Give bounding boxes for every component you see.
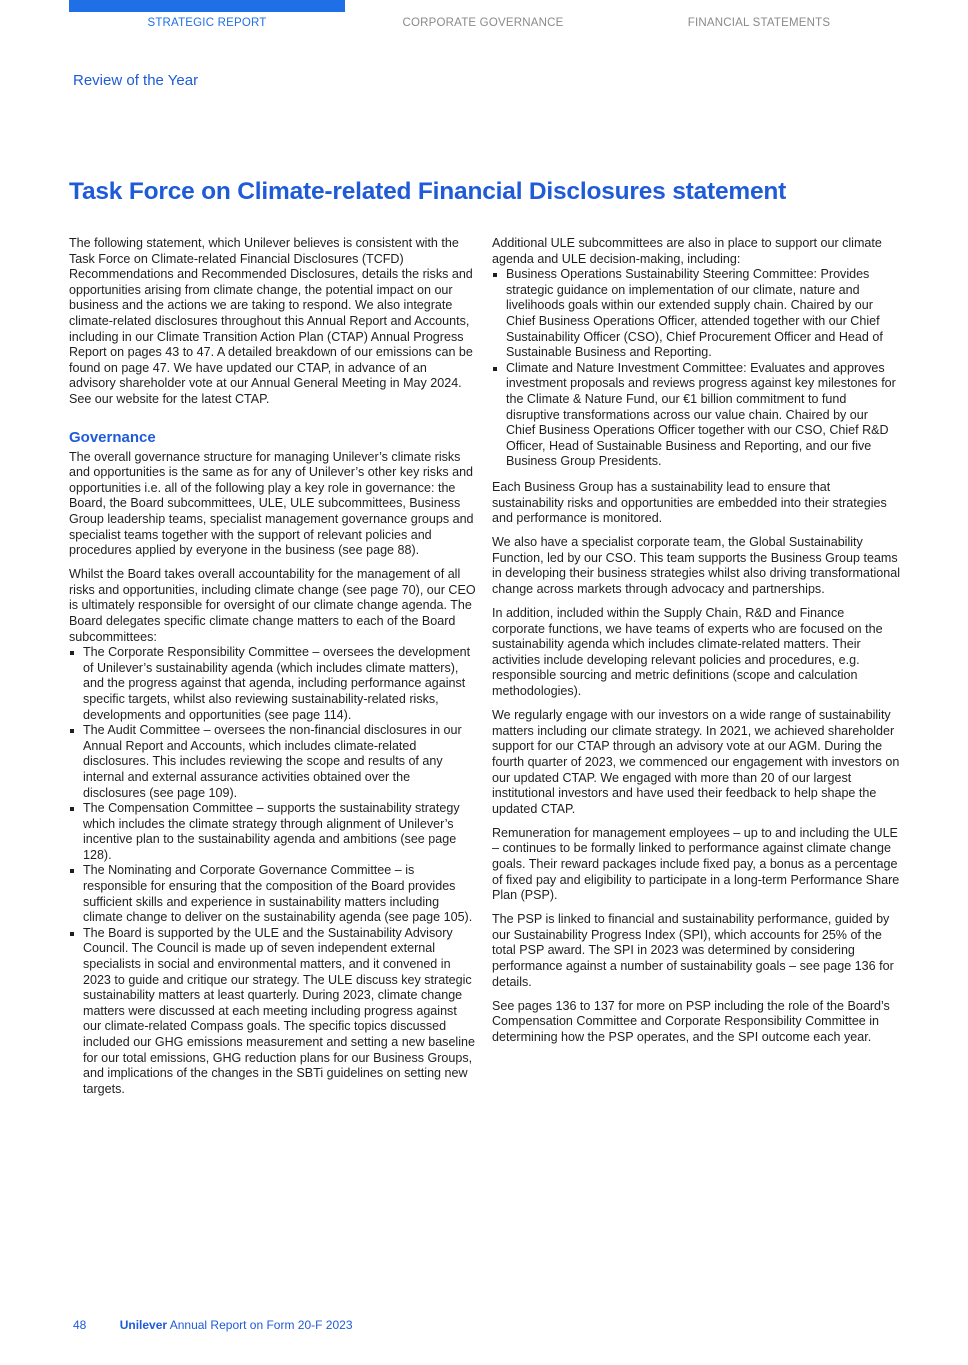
list-item: Business Operations Sustainability Steering Committee: Provides strategic guidance on implementation of our climate, nature and livelihoods goals within our extended supply chain. Chaired by our Chief Business Operations Officer, attended together with our Chief Sustainability Officer (CSO), Chief Procurement Officer and Head of Sustainable Business and Reporting. [492, 267, 900, 361]
ule-subcommittees-list [492, 267, 900, 470]
tab-corporate-governance[interactable]: CORPORATE GOVERNANCE [402, 17, 564, 29]
list-item: The Audit Committee – oversees the non-financial disclosures in our Annual Report and Accounts, which includes climate-related disclosures. This includes reviewing the scope and results of any internal and external assurance activities obtained over the disclosures (see page 109). [69, 723, 476, 801]
paragraph: The PSP is linked to financial and sustainability performance, guided by our Sustainability Progress Index (SPI), which accounts for 25% of the total PSP award. The SPI in 2023 was determined by considering performance against a number of sustainability goals – see page 136 for details. [492, 912, 894, 989]
governance-paragraph-2: Whilst the Board takes overall accountability for the management of all risks and opportunities, including climate change (see page 70), our CEO is ultimately responsible for oversight of our climate change agenda. The Board delegates specific climate change matters to each of the Board subcommittees: [69, 567, 476, 644]
brand-name: Unilever [119, 1318, 168, 1332]
active-tab-indicator [69, 0, 345, 12]
top-navigation [69, 17, 897, 33]
page-title: Task Force on Climate-related Financial Disclosures statement [69, 178, 787, 205]
list-item: The Corporate Responsibility Committee – oversees the development of Unilever’s sustainability agenda (which includes climate matters), and the progress against that agenda, including performance against specific targets, whilst also reviewing sustainability-related risks, developments and opportunities (see page 114). [69, 645, 476, 723]
section-label[interactable]: Review of the Year [73, 72, 199, 89]
governance-paragraph-1: The overall governance structure for managing Unilever’s climate risks and opportunities is the same as for any of Unilever’s other key risks and opportunities i.e. all of the following play a key role in governance: the Board, the Board subcommittees, ULE, ULE subcommittees, Business Group leadership teams, specialist management governance groups and specialist teams together with the support of relevant policies and procedures applied by everyone in the business (see page 88). [69, 449, 474, 558]
intro-paragraph: The following statement, which Unilever believes is consistent with the Task Force on Climate-related Financial Disclosures (TCFD) Recommendations and Recommended Disclosures, details the risks and opportunities arising from climate change, the potential impact on our business and the actions we are taking to respond. We also integrate climate-related disclosures throughout this Annual Report and Accounts, including in our Climate Transition Action Plan (CTAP) Annual Progress Report on pages 43 to 47. A detailed breakdown of our emissions can be found on page 47. We have updated our CTAP, in advance of an advisory shareholder vote at our Annual General Meeting in May 2024. See our website for the latest CTAP. [69, 236, 473, 406]
paragraph: We also have a specialist corporate team, the Global Sustainability Function, led by our CSO. This team supports the Business Group teams in developing their business strategies whilst also driving transformational change across markets through advocacy and partnerships. [492, 535, 900, 596]
document-title: Annual Report on Form 20-F 2023 [169, 1318, 353, 1332]
list-item: The Nominating and Corporate Governance Committee – is responsible for ensuring that the composition of the Board provides sufficient skills and experience in sustainability matters including climate change to deliver on the sustainability agenda (see page 105). [69, 863, 476, 925]
paragraph: Each Business Group has a sustainability lead to ensure that sustainability risks and opportunities are embedded into their strategies and performance is monitored. [492, 479, 887, 526]
board-subcommittees-list [69, 645, 476, 1097]
paragraph: In addition, included within the Supply Chain, R&D and Finance corporate functions, we have teams of experts who are focused on the sustainability agenda which includes climate-related matters. Their activities include developing relevant policies and procedures, e.g. responsible sourcing and metric definitions (scope and calculation methodologies). [492, 606, 883, 699]
page-footer [73, 1318, 353, 1332]
paragraph: Remuneration for management employees – up to and including the ULE – continues to be formally linked to performance against climate change goals. Their reward packages include fixed pay, a bonus as a percentage of fixed pay and eligibility to participate in a long-term Performance Share Plan (PSP). [492, 825, 900, 903]
governance-heading: Governance [69, 428, 156, 446]
right-column [492, 236, 900, 1054]
ule-subcommittees-intro: Additional ULE subcommittees are also in place to support our climate agenda and ULE decision-making, including: [492, 236, 882, 266]
list-item: The Board is supported by the ULE and the Sustainability Advisory Council. The Council is made up of seven independent external specialists in social and environmental matters, and it convened in 2023 to guide and critique our strategy. The ULE discuss key strategic sustainability matters at least quarterly. During 2023, climate change matters were discussed at each meeting including progress against our climate-related Compass goals. The specific topics discussed included our GHG emissions measurement and setting a new baseline for our total emissions, GHG reduction plans for our Business Groups, and implications of the changes in the SBTi guidelines on setting new targets. [69, 926, 476, 1098]
list-item: The Compensation Committee – supports the sustainability strategy which includes the climate strategy through alignment of Unilever’s incentive plan to the sustainability agenda and ambitions (see page 128). [69, 801, 476, 863]
tab-strategic-report[interactable]: STRATEGIC REPORT [147, 17, 267, 29]
tab-financial-statements[interactable]: FINANCIAL STATEMENTS [687, 17, 831, 29]
left-column [69, 236, 476, 1106]
page-number: 48 [73, 1318, 87, 1332]
paragraph: We regularly engage with our investors on a wide range of sustainability matters including our climate strategy. In 2021, we achieved shareholder support for our CTAP through an advisory vote at our AGM. During the fourth quarter of 2023, we commenced our engagement with investors on our updated CTAP. We engaged with more than 20 of our largest institutional investors and have used their feedback to help shape the updated CTAP. [492, 708, 900, 816]
list-item: Climate and Nature Investment Committee: Evaluates and approves investment proposals and reviews progress against key milestones for the Climate & Nature Fund, our €1 billion commitment to fund disruptive transformations across our value chain. Chaired by our Chief Business Operations Officer together with our CSO, Chief R&D Officer, Head of Sustainable Business and Reporting, and our five Business Group Presidents. [492, 361, 900, 470]
paragraph: See pages 136 to 137 for more on PSP including the role of the Board’s Compensation Committee and Corporate Responsibility Committee in determining how the PSP operates, and the SPI outcome each year. [492, 998, 890, 1044]
